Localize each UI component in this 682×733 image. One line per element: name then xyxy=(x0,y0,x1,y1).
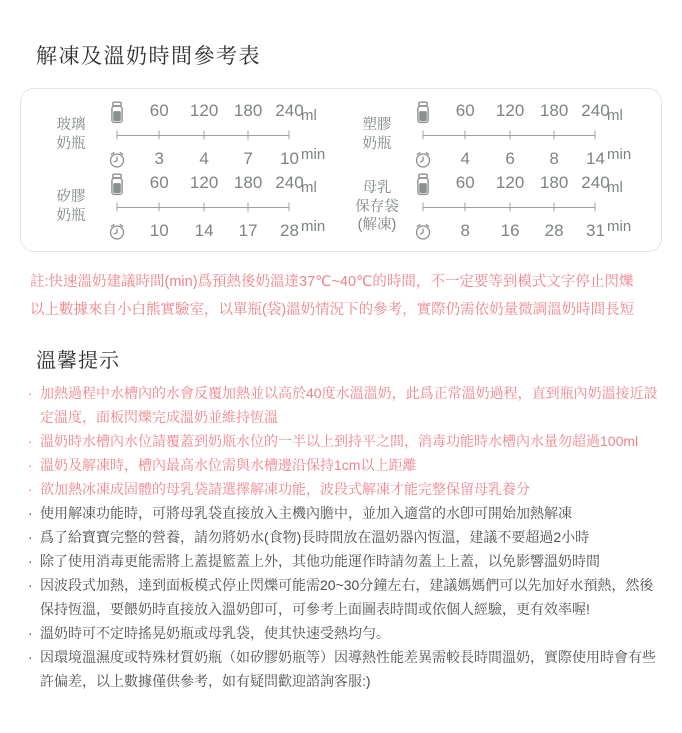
unit-min: min xyxy=(301,146,326,163)
bullet-dot: · xyxy=(28,481,33,497)
tip-item xyxy=(28,477,658,501)
unit-min: min xyxy=(607,218,632,235)
bullet-dot: · xyxy=(28,457,33,473)
axis-tick xyxy=(465,131,466,140)
unit-ml: ml xyxy=(301,107,317,124)
min-value: 28 xyxy=(280,221,299,240)
axis-tick xyxy=(248,131,249,140)
ml-value: 180 xyxy=(539,173,569,192)
axis-tick xyxy=(248,203,249,212)
min-value: 8 xyxy=(460,221,470,240)
reference-table xyxy=(20,88,662,252)
tip-item xyxy=(28,525,658,549)
axis-tick xyxy=(289,203,290,212)
bullet-dot: · xyxy=(28,385,33,401)
ml-value: 60 xyxy=(149,101,169,120)
min-value: 6 xyxy=(505,149,515,168)
ml-value: 60 xyxy=(149,173,169,192)
unit-min: min xyxy=(301,218,326,235)
note-line-1: 註:快速溫奶建議時間(min)爲預熱後奶溫達37℃~40℃的時間，不一定要等到模式文字停止閃爍 xyxy=(30,274,634,290)
table-cell-glass-bottle xyxy=(41,101,335,169)
alarm-clock-icon xyxy=(414,150,433,169)
tip-text: 使用解凍功能時，可將母乳袋直接放入主機內膽中，並加入適當的水卽可開始加熱解凍 xyxy=(40,505,572,521)
min-value: 31 xyxy=(586,221,605,240)
tip-text: 欲加熱冰凍成固體的母乳袋請選擇解凍功能，波段式解凍才能完整保留母乳養分 xyxy=(40,481,530,497)
bullet-dot: · xyxy=(28,505,33,521)
unit-ml: ml xyxy=(607,179,623,196)
axis-tick xyxy=(289,131,290,140)
ml-value: 180 xyxy=(233,173,263,192)
axis-tick xyxy=(117,131,118,140)
note-text xyxy=(30,268,662,324)
tips-list xyxy=(28,381,658,693)
alarm-clock-icon xyxy=(414,222,433,241)
axis-tick xyxy=(159,131,160,140)
cell-label: 塑膠 奶瓶 xyxy=(362,117,392,152)
min-value: 10 xyxy=(149,221,169,240)
timeline-axis xyxy=(423,101,610,169)
alarm-clock-icon xyxy=(108,222,127,241)
axis-tick xyxy=(510,131,511,140)
unit-ml: ml xyxy=(301,179,317,196)
cell-label: 玻璃 奶瓶 xyxy=(56,117,86,152)
table-cell-silicone-bottle xyxy=(41,173,335,241)
tip-text: 爲了給寶寶完整的營養，請勿將奶水(食物)長時間放在溫奶器內恆溫，建議不要超過2小時 xyxy=(40,529,590,545)
milk-bottle-icon xyxy=(107,173,128,196)
axis-tick xyxy=(595,131,596,140)
tip-text: 溫奶時水槽內水位請覆蓋到奶瓶水位的一半以上到持平之間，消毒功能時水槽內水量勿超過100ml xyxy=(40,433,639,449)
alarm-clock-icon xyxy=(108,150,127,169)
ml-value: 120 xyxy=(495,101,525,120)
tip-text: 因環境溫濕度或特殊材質奶瓶（如矽膠奶瓶等）因導熱性能差異需較長時間溫奶，實際使用時會有些許偏差，以上數據僅供參考，如有疑問歡迎諮詢客服:) xyxy=(40,649,656,689)
page-title: 解凍及溫奶時間參考表 xyxy=(36,45,261,68)
axis-units xyxy=(301,179,335,235)
bullet-dot: · xyxy=(28,649,33,665)
tip-item xyxy=(28,381,658,429)
min-value: 28 xyxy=(544,221,564,240)
tip-text: 加熱過程中水槽內的水會反覆加熱並以高於40度水溫溫奶，此爲正常溫奶過程，直到瓶內奶溫接近設定溫度，面板閃爍完成溫奶並維持恆溫 xyxy=(40,385,658,425)
tip-item xyxy=(28,429,658,453)
min-value: 4 xyxy=(199,149,209,168)
axis-tick xyxy=(423,131,424,140)
bullet-dot: · xyxy=(28,433,33,449)
milk-bottle-icon xyxy=(107,101,128,124)
tip-text: 溫奶時可不定時搖晃奶瓶或母乳袋，使其快速受熱均勻。 xyxy=(40,625,390,641)
timeline-axis xyxy=(423,173,610,241)
ml-value: 120 xyxy=(189,173,219,192)
bullet-dot: · xyxy=(28,577,33,593)
tip-text: 溫奶及解凍時，槽內最高水位需與水槽邊沿保持1cm以上距離 xyxy=(40,457,417,473)
axis-tick xyxy=(510,203,511,212)
tip-text: 除了使用消毒更能需將上蓋提籃蓋上外，其他功能運作時請勿蓋上上蓋，以免影響溫奶時間 xyxy=(40,553,600,569)
note-line-2: 以上數據來自小白熊實驗室，以單瓶(袋)溫奶情況下的參考，實際仍需依奶量微調溫奶時間長短 xyxy=(30,302,635,318)
timeline-axis xyxy=(117,173,304,241)
axis-tick xyxy=(117,203,118,212)
tip-item xyxy=(28,549,658,573)
min-value: 8 xyxy=(549,149,559,168)
axis-units xyxy=(301,107,335,163)
tip-item xyxy=(28,573,658,621)
tip-item xyxy=(28,621,658,645)
table-cell-breast-milk-storage-bag xyxy=(347,173,641,241)
axis-tick xyxy=(159,203,160,212)
bullet-dot: · xyxy=(28,625,33,641)
ml-value: 180 xyxy=(539,101,569,120)
ml-value: 120 xyxy=(495,173,525,192)
ml-value: 240 xyxy=(275,173,304,192)
ml-value: 60 xyxy=(455,101,475,120)
min-value: 16 xyxy=(500,221,520,240)
cell-label: 母乳 保存袋 (解凍) xyxy=(355,179,399,234)
min-value: 10 xyxy=(280,149,299,168)
ml-value: 60 xyxy=(455,173,475,192)
axis-tick xyxy=(423,203,424,212)
ml-value: 120 xyxy=(189,101,219,120)
axis-tick xyxy=(204,203,205,212)
tips-heading: 溫馨提示 xyxy=(36,350,120,372)
milk-bottle-icon xyxy=(413,101,434,124)
min-value: 3 xyxy=(154,149,164,168)
axis-tick xyxy=(465,203,466,212)
unit-min: min xyxy=(607,146,632,163)
axis-tick xyxy=(204,131,205,140)
min-value: 14 xyxy=(194,221,214,240)
ml-value: 240 xyxy=(275,101,304,120)
timeline-axis xyxy=(117,101,304,169)
min-value: 14 xyxy=(586,149,605,168)
ml-value: 240 xyxy=(581,173,610,192)
axis-tick xyxy=(554,203,555,212)
tip-item xyxy=(28,645,658,693)
axis-units xyxy=(607,179,641,235)
bullet-dot: · xyxy=(28,529,33,545)
axis-units xyxy=(607,107,641,163)
min-value: 7 xyxy=(243,149,253,168)
min-value: 17 xyxy=(238,221,258,240)
bullet-dot: · xyxy=(28,553,33,569)
ml-value: 180 xyxy=(233,101,263,120)
table-cell-plastic-bottle xyxy=(347,101,641,169)
tip-text: 因波段式加熱，達到面板模式停止閃爍可能需20~30分鐘左右，建議媽媽們可以先加好水預熱，然後保持恆溫，要餵奶時直接放入溫奶卽可，可參考上面圖表時間或依個人經驗，更有效率喔! xyxy=(40,577,654,617)
milk-storage-bag-icon xyxy=(413,173,434,196)
min-value: 4 xyxy=(460,149,470,168)
axis-tick xyxy=(554,131,555,140)
tip-item xyxy=(28,501,658,525)
unit-ml: ml xyxy=(607,107,623,124)
tip-item xyxy=(28,453,658,477)
cell-label: 矽膠 奶瓶 xyxy=(56,189,86,224)
ml-value: 240 xyxy=(581,101,610,120)
axis-tick xyxy=(595,203,596,212)
